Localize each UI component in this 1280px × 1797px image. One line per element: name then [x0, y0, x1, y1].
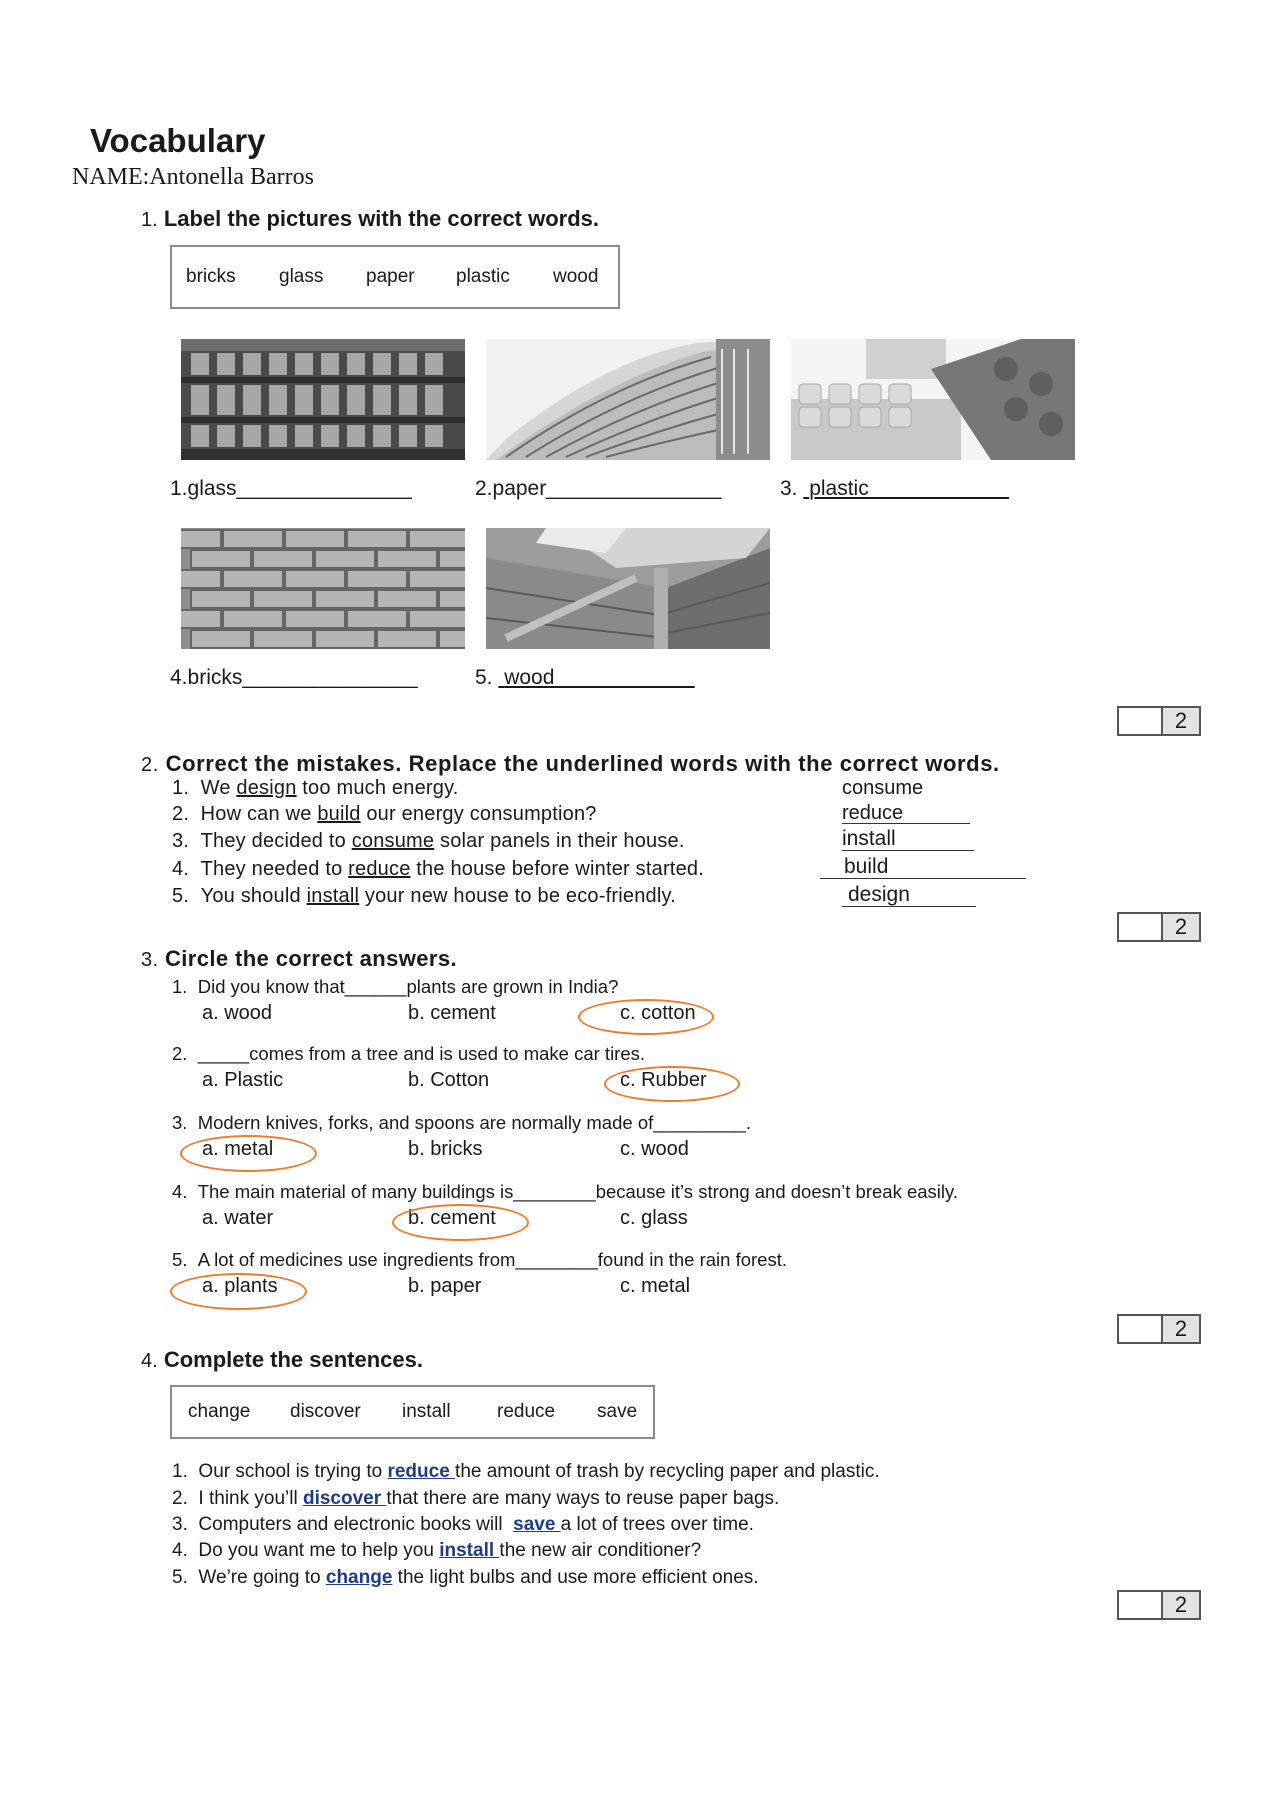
section2-number: 2. [141, 754, 159, 776]
section3-question-5 [172, 1249, 787, 1271]
section4-item-3 [172, 1514, 754, 1536]
section4-heading [141, 1347, 423, 1373]
word-bank-item: install [402, 1401, 451, 1422]
section2-answer-4: build [820, 856, 1026, 879]
section3-number: 3. [141, 949, 159, 971]
word-bank-item: save [597, 1401, 638, 1422]
item-number: 5. [172, 885, 190, 907]
answer-circle [392, 1204, 529, 1241]
item-text: too much energy. [296, 777, 459, 799]
section2-answer-3: install [842, 828, 974, 851]
section4-word-bank [170, 1385, 655, 1439]
plastic-blocks-photo-icon [791, 339, 1075, 460]
score-value: 2 [1163, 914, 1199, 940]
item-text: that there are many ways to reuse paper bags. [386, 1488, 780, 1509]
page-title: Vocabulary [90, 122, 266, 159]
section1-number: 1. [141, 209, 158, 231]
score-value: 2 [1163, 1316, 1199, 1342]
item-number: 1. [172, 1461, 188, 1482]
item-text: We’re going to [198, 1567, 326, 1588]
section3-q4-option-a[interactable]: a. water [202, 1207, 274, 1229]
item-text: Computers and electronic books will [198, 1514, 514, 1535]
item-text: We [200, 777, 237, 799]
section3-q5-option-b[interactable]: b. paper [408, 1275, 482, 1297]
section4-item-5 [172, 1567, 759, 1589]
item-number: 2. [172, 1488, 188, 1509]
question-number: 1. [172, 976, 188, 997]
underlined-word: build [317, 803, 361, 825]
question-text: Did you know that______plants are grown in India? [197, 976, 619, 997]
label-blank: _______________ [546, 477, 722, 500]
section3-q2-option-b[interactable]: b. Cotton [408, 1069, 490, 1091]
score-value: 2 [1163, 1592, 1199, 1618]
question-number: 5. [172, 1249, 188, 1270]
question-text: A lot of medicines use ingredients from________found in the rain forest. [197, 1249, 787, 1270]
section4-score-box [1117, 1590, 1201, 1620]
item-text: solar panels in their house. [434, 830, 685, 852]
filled-answer: reduce [387, 1461, 456, 1482]
section3-q4-option-b[interactable]: b. cement [408, 1207, 496, 1229]
wooden-crate-photo-icon [486, 528, 770, 649]
label-blank: ____________ [554, 666, 695, 689]
answer-circle [170, 1273, 307, 1310]
section4-heading-text: Complete the sentences. [163, 1347, 423, 1372]
item-text: Do you want me to help you [198, 1540, 440, 1561]
item-text: They needed to [200, 858, 349, 880]
item-text: Our school is trying to [198, 1461, 388, 1482]
item-number: 5. [172, 1567, 188, 1588]
section3-heading [141, 946, 457, 972]
answer-circle [578, 999, 714, 1035]
section3-q5-option-c[interactable]: c. metal [620, 1275, 691, 1297]
word-bank-item: paper [366, 266, 415, 287]
score-blank [1119, 708, 1163, 734]
section2-answer-5: design [842, 884, 976, 907]
label-number: 3. [780, 477, 804, 500]
label-answer: wood [504, 666, 555, 689]
section2-heading [141, 751, 1000, 777]
section4-item-4 [172, 1540, 701, 1562]
question-text: Modern knives, forks, and spoons are normally made of_________. [197, 1112, 751, 1133]
score-value: 2 [1163, 708, 1199, 734]
underlined-word: consume [351, 830, 435, 852]
picture-label-2 [475, 477, 721, 501]
section1-heading-text: Label the pictures with the correct words. [163, 206, 600, 231]
item-text: your new house to be eco-friendly. [359, 885, 676, 907]
section4-item-2 [172, 1488, 779, 1510]
section3-question-3 [172, 1112, 751, 1134]
picture-label-5 [475, 666, 695, 690]
word-bank-item: discover [290, 1401, 361, 1422]
item-number: 4. [172, 1540, 188, 1561]
word-bank-item: reduce [497, 1401, 556, 1422]
section3-q5-option-a[interactable]: a. plants [202, 1275, 278, 1297]
item-text: a lot of trees over time. [560, 1514, 754, 1535]
section1-word-bank [170, 245, 620, 309]
section2-item-5 [172, 885, 676, 908]
item-text: the amount of trash by recycling paper and plastic. [455, 1461, 880, 1482]
label-answer: paper [492, 477, 547, 500]
item-text: They decided to [200, 830, 352, 852]
item-number: 2. [172, 803, 190, 825]
question-text: _____comes from a tree and is used to make car tires. [197, 1043, 646, 1064]
section2-item-4 [172, 858, 704, 881]
item-text: the light bulbs and use more efficient ones. [392, 1567, 759, 1588]
word-bank-item: glass [279, 266, 324, 287]
item-text: How can we [200, 803, 318, 825]
glass-building-photo-icon [181, 339, 465, 460]
label-number: 4. [170, 666, 188, 689]
item-number: 1. [172, 777, 190, 799]
item-number: 3. [172, 830, 190, 852]
section3-q3-option-a[interactable]: a. metal [202, 1138, 274, 1160]
section4-number: 4. [141, 1350, 158, 1372]
filled-answer: install [439, 1540, 500, 1561]
underlined-word: reduce [348, 858, 411, 880]
section2-heading-text: Correct the mistakes. Replace the underlined words with the correct words. [165, 751, 1000, 776]
brick-wall-photo-icon [181, 528, 465, 649]
section3-score-box [1117, 1314, 1201, 1344]
label-answer: plastic [809, 477, 869, 500]
section2-item-1 [172, 777, 459, 800]
question-number: 3. [172, 1112, 188, 1133]
filled-answer: save [513, 1514, 561, 1535]
section2-answer-1: consume [842, 777, 924, 799]
label-blank: _______________ [242, 666, 418, 689]
section3-question-4 [172, 1181, 958, 1203]
label-blank: _______________ [236, 477, 412, 500]
label-answer: glass [187, 477, 237, 500]
score-blank [1119, 1592, 1163, 1618]
score-blank [1119, 914, 1163, 940]
underlined-word: install [306, 885, 360, 907]
student-name: NAME:Antonella Barros [72, 164, 314, 190]
section2-item-2 [172, 803, 597, 826]
section2-answer-2: reduce [842, 803, 970, 824]
section1-heading [141, 206, 599, 232]
word-bank-item: change [188, 1401, 251, 1422]
newspaper-photo-icon [486, 339, 770, 460]
picture-label-1 [170, 477, 412, 501]
section1-score-box [1117, 706, 1201, 736]
word-bank-item: plastic [456, 266, 510, 287]
section3-heading-text: Circle the correct answers. [165, 946, 458, 971]
item-text: the new air conditioner? [499, 1540, 702, 1561]
question-number: 4. [172, 1181, 188, 1202]
answer-circle [180, 1135, 317, 1172]
section2-score-box [1117, 912, 1201, 942]
label-number: 5. [475, 666, 499, 689]
item-number: 4. [172, 858, 190, 880]
section3-q3-option-c[interactable]: c. wood [620, 1138, 689, 1160]
item-number: 3. [172, 1514, 188, 1535]
section4-item-1 [172, 1461, 880, 1483]
filled-answer: change [325, 1567, 393, 1588]
answer-circle [604, 1066, 740, 1102]
underlined-word: design [236, 777, 297, 799]
section3-q1-option-a[interactable]: a. wood [202, 1002, 273, 1024]
label-number: 2. [475, 477, 493, 500]
item-text: I think you’ll [198, 1488, 303, 1509]
item-text: the house before winter started. [410, 858, 704, 880]
picture-label-3 [780, 477, 1009, 501]
filled-answer: discover [302, 1488, 387, 1509]
section3-q2-option-c[interactable]: c. Rubber [620, 1069, 707, 1091]
label-blank: ____________ [868, 477, 1009, 500]
section2-item-3 [172, 830, 685, 853]
section3-q3-option-b[interactable]: b. bricks [408, 1138, 483, 1160]
section3-q4-option-c[interactable]: c. glass [620, 1207, 688, 1229]
picture-label-4 [170, 666, 418, 690]
item-text: You should [200, 885, 307, 907]
section3-q2-option-a[interactable]: a. Plastic [202, 1069, 284, 1091]
section3-q1-option-c[interactable]: c. cotton [620, 1002, 696, 1024]
item-text: our energy consumption? [360, 803, 597, 825]
section3-question-1 [172, 976, 618, 998]
label-number: 1. [170, 477, 188, 500]
score-blank [1119, 1316, 1163, 1342]
section3-q1-option-b[interactable]: b. cement [408, 1002, 496, 1024]
word-bank-item: wood [553, 266, 599, 287]
question-number: 2. [172, 1043, 188, 1064]
word-bank-item: bricks [186, 266, 236, 287]
label-answer: bricks [187, 666, 243, 689]
section3-question-2 [172, 1043, 645, 1065]
question-text: The main material of many buildings is________because it’s strong and doesn’t break easily. [197, 1181, 959, 1202]
